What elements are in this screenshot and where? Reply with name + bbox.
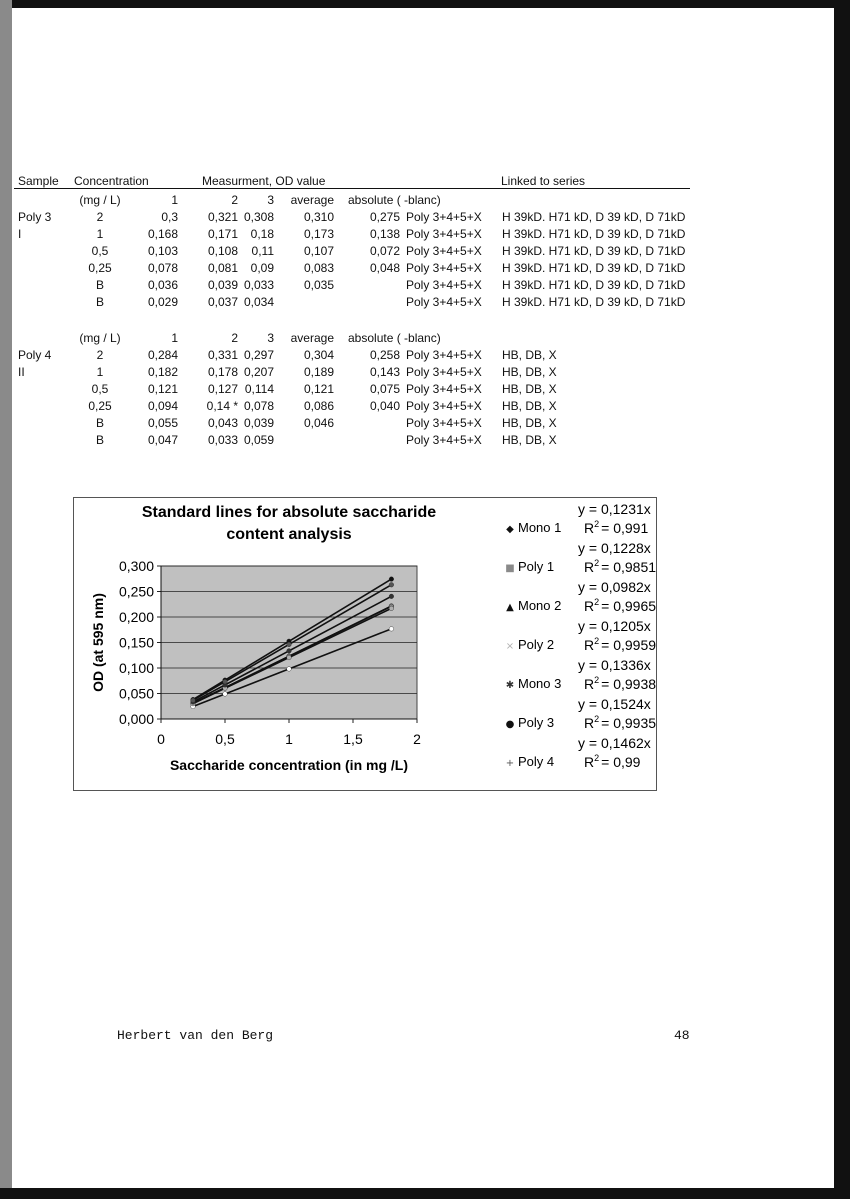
header-linked: Linked to series	[501, 174, 586, 188]
x-tick-label: 1	[285, 731, 293, 747]
data-point	[191, 698, 196, 703]
cell-m3: 0,18	[250, 227, 274, 241]
page-number: 48	[674, 1028, 690, 1043]
cell-m1: 0,103	[147, 244, 178, 258]
cell-m1: 0,055	[147, 416, 178, 430]
table-row	[14, 432, 694, 449]
cell-abs: 0,275	[369, 210, 400, 224]
trend-equation: y = 0,1462x	[578, 735, 651, 751]
legend-marker-icon: ◆	[506, 524, 514, 535]
r-squared-symbol: R	[584, 715, 595, 731]
cell-avg: 0,189	[303, 365, 334, 379]
scan-border-bottom	[0, 1188, 850, 1199]
cell-abs: 0,075	[369, 382, 400, 396]
col-3: 3	[267, 331, 274, 345]
cell-m1: 0,029	[147, 295, 178, 309]
cell-m3: 0,033	[243, 278, 274, 292]
r-squared-symbol: R	[584, 559, 595, 575]
scan-border-top	[0, 0, 850, 8]
cell-link: Poly 3+4+5+X	[406, 399, 482, 413]
cell-series: HB, DB, X	[502, 399, 557, 413]
table-row	[14, 209, 694, 226]
col-1: 1	[171, 193, 178, 207]
r-squared-exponent: 2	[594, 675, 600, 685]
trend-equation: y = 0,1205x	[578, 618, 651, 634]
cell-m1: 0,047	[147, 433, 178, 447]
r-squared	[584, 675, 656, 692]
cell-link: Poly 3+4+5+X	[406, 433, 482, 447]
cell-m2: 0,331	[207, 348, 238, 362]
cell-link: Poly 3+4+5+X	[406, 295, 482, 309]
y-tick-label: 0,250	[118, 583, 154, 600]
legend-marker-icon: ✱	[505, 680, 515, 691]
r-squared-exponent: 2	[594, 636, 600, 646]
legend-label: Mono 2	[518, 598, 562, 613]
r-squared-exponent: 2	[594, 519, 600, 529]
x-tick-label: 2	[413, 731, 421, 747]
cell-link: Poly 3+4+5+X	[406, 278, 482, 292]
table-row	[14, 415, 694, 432]
r-squared-value: = 0,9938	[601, 676, 656, 692]
r-squared	[584, 519, 648, 536]
cell-m3: 0,297	[243, 348, 274, 362]
cell-m3: 0,078	[243, 399, 274, 413]
chart-title: content analysis	[226, 526, 352, 543]
trend-equation: y = 0,1336x	[578, 657, 651, 673]
col-2: 2	[231, 331, 238, 345]
cell-link: Poly 3+4+5+X	[406, 348, 482, 362]
r-squared-symbol: R	[584, 598, 595, 614]
data-point	[287, 649, 292, 654]
legend-label: Poly 3	[518, 715, 555, 730]
table-row	[14, 260, 694, 277]
cell-m2: 0,033	[207, 433, 238, 447]
table-row	[14, 364, 694, 381]
data-point	[389, 577, 394, 582]
cell-series: H 39kD. H71 kD, D 39 kD, D 71kD	[502, 261, 686, 275]
cell-m3: 0,11	[251, 244, 274, 258]
cell-avg: 0,107	[303, 244, 334, 258]
cell-series: H 39kD. H71 kD, D 39 kD, D 71kD	[502, 210, 686, 224]
legend-marker-icon: +	[505, 758, 515, 769]
legend-label: Poly 4	[518, 754, 555, 769]
legend-label: Mono 3	[518, 676, 562, 691]
cell-conc: B	[95, 416, 104, 430]
cell-series: HB, DB, X	[502, 416, 557, 430]
cell-conc: 0,5	[91, 382, 109, 396]
cell-abs: 0,143	[369, 365, 400, 379]
y-tick-label: 0,300	[118, 558, 154, 574]
standard-lines-chart	[73, 497, 657, 791]
legend-marker-icon: ●	[505, 719, 515, 730]
cell-m3: 0,039	[243, 416, 274, 430]
cell-m2: 0,178	[207, 365, 238, 379]
cell-link: Poly 3+4+5+X	[406, 244, 482, 258]
cell-m1: 0,168	[147, 227, 178, 241]
cell-link: Poly 3+4+5+X	[406, 227, 482, 241]
r-squared-exponent: 2	[594, 714, 600, 724]
legend-marker-icon: ▲	[506, 602, 514, 613]
footer-author: Herbert van den Berg	[117, 1028, 274, 1043]
trend-equation: y = 0,1524x	[578, 696, 651, 712]
chart-svg	[74, 498, 656, 790]
trend-equation: y = 0,1231x	[578, 501, 651, 517]
cell-series: H 39kD. H71 kD, D 39 kD, D 71kD	[502, 295, 686, 309]
cell-conc: 1	[96, 227, 104, 241]
data-point	[389, 606, 394, 611]
y-tick-label: 0,050	[118, 685, 154, 702]
r-squared	[584, 714, 656, 731]
cell-avg: 0,310	[303, 210, 334, 224]
r-squared-exponent: 2	[594, 753, 600, 763]
table-subheader	[14, 192, 694, 209]
r-squared-symbol: R	[584, 637, 595, 653]
cell-conc: 0,5	[91, 244, 109, 258]
cell-m2: 0,321	[207, 210, 238, 224]
cell-conc: 0,25	[88, 261, 112, 275]
cell-abs: 0,138	[369, 227, 400, 241]
r-squared-symbol: R	[584, 520, 595, 536]
cell-avg: 0,083	[303, 261, 334, 275]
trend-equation: y = 0,1228x	[578, 540, 651, 556]
cell-m2: 0,081	[207, 261, 238, 275]
unit-label: (mg / L)	[79, 193, 121, 207]
data-point	[389, 627, 394, 632]
col-2: 2	[231, 193, 238, 207]
cell-abs: 0,072	[369, 244, 400, 258]
data-point	[389, 582, 394, 587]
cell-link: Poly 3+4+5+X	[406, 210, 482, 224]
cell-series: HB, DB, X	[502, 382, 557, 396]
cell-m2: 0,037	[207, 295, 238, 309]
header-concentration: Concentration	[74, 174, 149, 188]
cell-m1: 0,284	[147, 348, 178, 362]
r-squared	[584, 753, 641, 770]
cell-m2: 0,127	[207, 382, 238, 396]
x-axis-label: Saccharide concentration (in mg /L)	[169, 757, 409, 773]
cell-m3: 0,059	[243, 433, 274, 447]
unit-label: (mg / L)	[79, 331, 121, 345]
trend-equation: y = 0,0982x	[578, 579, 651, 595]
cell-series: H 39kD. H71 kD, D 39 kD, D 71kD	[502, 227, 686, 241]
col-absolute: absolute ( -blanc)	[348, 331, 441, 345]
cell-avg: 0,035	[303, 278, 334, 292]
col-average: average	[290, 331, 334, 345]
r-squared-value: = 0,9851	[601, 559, 656, 575]
col-average: average	[290, 193, 334, 207]
cell-avg: 0,046	[303, 416, 334, 430]
table-row	[14, 398, 694, 415]
cell-conc: B	[95, 295, 104, 309]
cell-link: Poly 3+4+5+X	[406, 261, 482, 275]
y-tick-label: 0,100	[118, 660, 154, 676]
r-squared-symbol: R	[584, 754, 595, 770]
r-squared-value: = 0,9965	[601, 598, 656, 614]
col-3: 3	[267, 193, 274, 207]
x-tick-label: 1,5	[343, 731, 363, 747]
cell-m3: 0,09	[250, 261, 274, 275]
legend-marker-icon: ■	[505, 563, 515, 574]
legend-marker-icon: ×	[505, 641, 515, 652]
data-point	[223, 679, 228, 684]
col-absolute: absolute ( -blanc)	[348, 193, 441, 207]
cell-link: Poly 3+4+5+X	[406, 365, 482, 379]
data-point	[223, 692, 228, 697]
table-poly3	[14, 192, 694, 311]
cell-m2: 0,039	[207, 278, 238, 292]
cell-link: Poly 3+4+5+X	[406, 382, 482, 396]
x-tick-label: 0,5	[215, 731, 235, 747]
y-tick-label: 0,200	[118, 609, 154, 625]
cell-m1: 0,036	[147, 278, 178, 292]
cell-m2: 0,108	[207, 244, 238, 258]
cell-conc: 2	[96, 348, 104, 362]
legend-label: Poly 1	[518, 559, 555, 574]
table-row	[14, 226, 694, 243]
scan-border-right	[834, 0, 850, 1199]
r-squared-value: = 0,9959	[601, 637, 656, 653]
cell-m2: 0,171	[207, 227, 238, 241]
header-measurement: Measurment, OD value	[202, 174, 326, 188]
cell-m3: 0,207	[243, 365, 274, 379]
cell-conc: B	[95, 433, 104, 447]
data-point	[389, 594, 394, 599]
cell-m1: 0,121	[147, 382, 178, 396]
cell-avg: 0,304	[303, 348, 334, 362]
table-row	[14, 294, 694, 311]
y-tick-label: 0,150	[118, 634, 154, 651]
cell-m3: 0,308	[243, 210, 274, 224]
cell-m2: 0,14 *	[206, 399, 238, 413]
sample-label: Poly 3	[18, 210, 52, 224]
table-subheader	[14, 330, 694, 347]
cell-m1: 0,094	[147, 399, 178, 413]
cell-series: HB, DB, X	[502, 348, 557, 362]
cell-m1: 0,3	[161, 210, 178, 224]
sample-label: II	[18, 365, 25, 379]
cell-m1: 0,182	[147, 365, 178, 379]
sample-label: Poly 4	[18, 348, 52, 362]
header-sample: Sample	[18, 174, 59, 188]
r-squared-exponent: 2	[594, 558, 600, 568]
table-row	[14, 243, 694, 260]
cell-m3: 0,114	[244, 382, 274, 396]
cell-avg: 0,086	[303, 399, 334, 413]
y-tick-label: 0,000	[118, 711, 154, 727]
r-squared	[584, 558, 656, 575]
r-squared-value: = 0,991	[601, 520, 649, 536]
table-row	[14, 347, 694, 364]
r-squared	[584, 636, 656, 653]
cell-avg: 0,121	[303, 382, 334, 396]
r-squared-value: = 0,99	[601, 754, 641, 770]
cell-m3: 0,034	[243, 295, 274, 309]
cell-conc: 1	[96, 365, 104, 379]
legend-label: Poly 2	[518, 637, 555, 652]
data-point	[287, 655, 292, 660]
sample-label: I	[18, 227, 22, 241]
r-squared-value: = 0,9935	[601, 715, 656, 731]
cell-series: H 39kD. H71 kD, D 39 kD, D 71kD	[502, 244, 686, 258]
x-tick-label: 0	[157, 731, 165, 747]
cell-link: Poly 3+4+5+X	[406, 416, 482, 430]
y-axis-label: OD (at 595 nm)	[90, 593, 106, 692]
data-point	[287, 667, 292, 672]
table-poly4	[14, 330, 694, 449]
legend-label: Mono 1	[518, 520, 562, 535]
cell-m1: 0,078	[147, 261, 178, 275]
table-row	[14, 277, 694, 294]
cell-avg: 0,173	[303, 227, 334, 241]
cell-conc: 2	[96, 210, 104, 224]
cell-abs: 0,258	[369, 348, 400, 362]
r-squared-exponent: 2	[594, 597, 600, 607]
cell-conc: 0,25	[88, 399, 112, 413]
cell-series: HB, DB, X	[502, 433, 557, 447]
table-row	[14, 381, 694, 398]
cell-m2: 0,043	[207, 416, 238, 430]
cell-conc: B	[95, 278, 104, 292]
cell-series: HB, DB, X	[502, 365, 557, 379]
cell-abs: 0,048	[369, 261, 400, 275]
r-squared	[584, 597, 656, 614]
chart-title: Standard lines for absolute saccharide	[141, 504, 437, 521]
header-rule	[14, 188, 690, 189]
cell-series: H 39kD. H71 kD, D 39 kD, D 71kD	[502, 278, 686, 292]
r-squared-symbol: R	[584, 676, 595, 692]
scan-border-left	[0, 0, 12, 1199]
cell-abs: 0,040	[369, 399, 400, 413]
col-1: 1	[171, 331, 178, 345]
data-point	[287, 642, 292, 647]
